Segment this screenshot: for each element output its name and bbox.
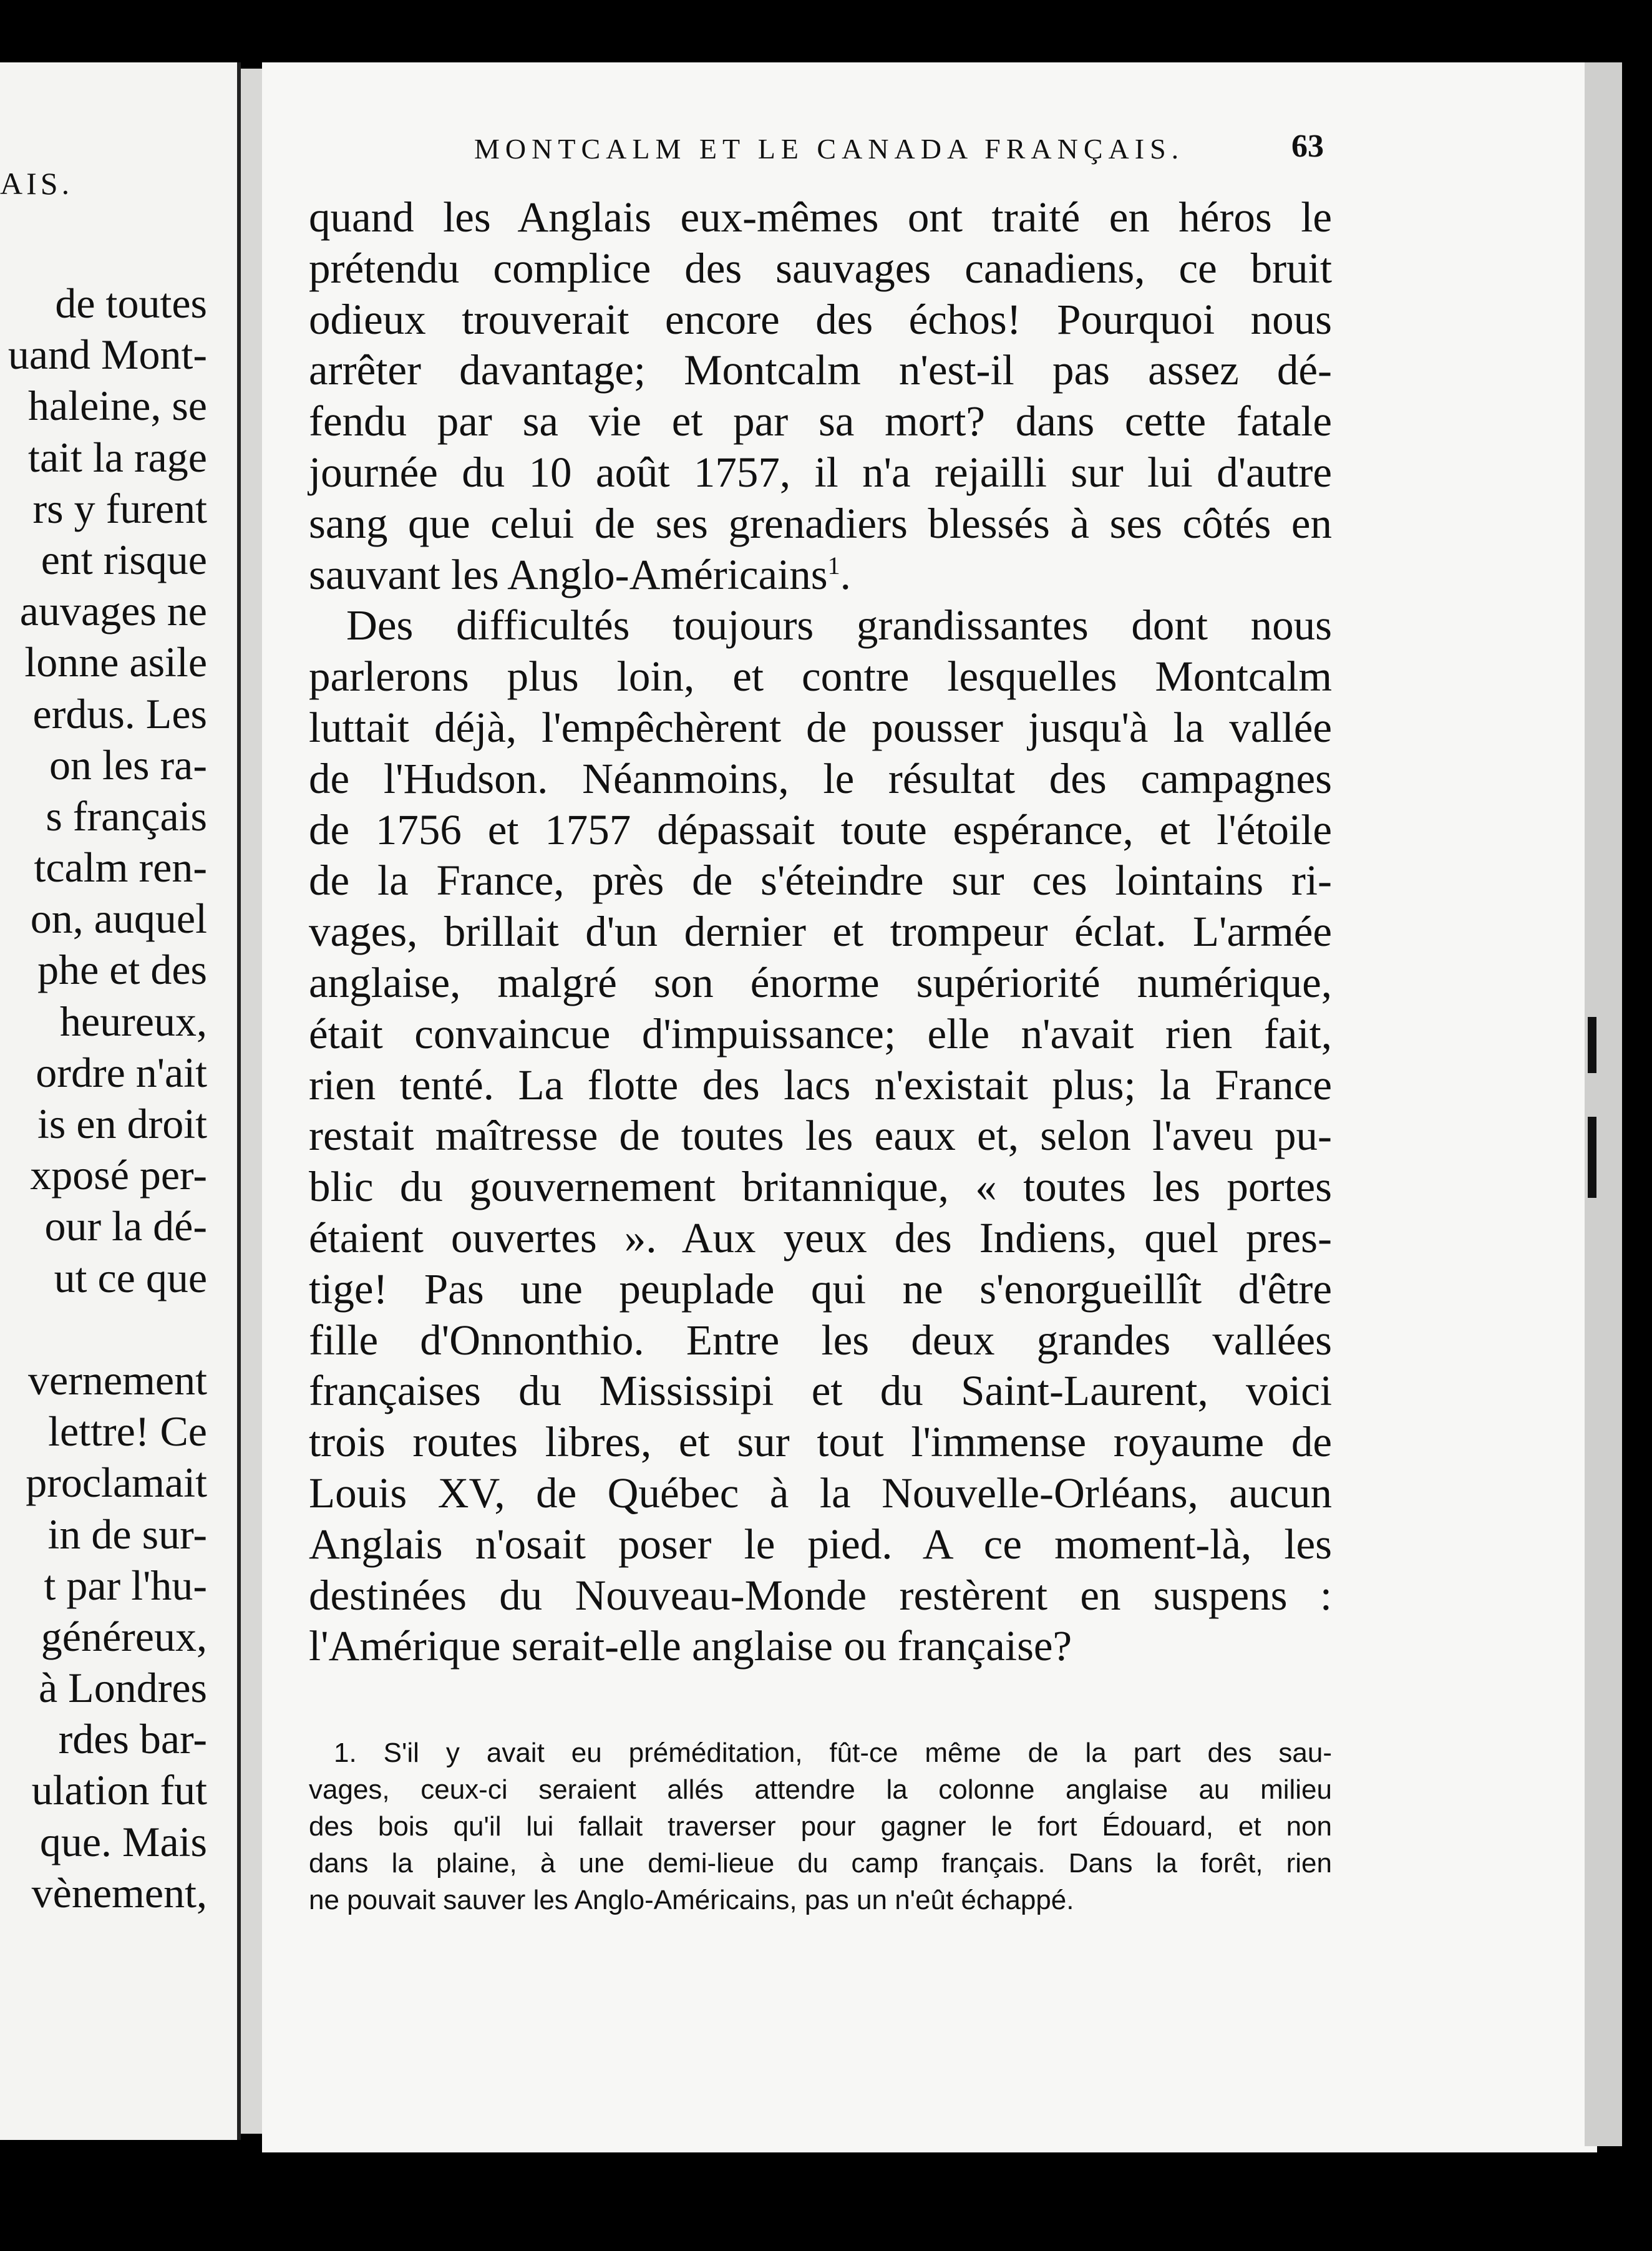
footnote-line: vages, ceux-ci seraient allés attendre la colonne anglaise au milieu <box>309 1774 1332 1805</box>
text-line: était convaincue d'impuissance; elle n'avait rien fait, <box>309 1009 1332 1057</box>
left-page-line: is en droit <box>37 1100 207 1147</box>
body-text <box>309 192 1332 1672</box>
left-page-line: auvages ne <box>19 587 207 635</box>
left-page-line: xposé per- <box>30 1151 207 1199</box>
left-page-line: haleine, se <box>28 382 207 430</box>
left-page-line: de toutes <box>55 280 207 327</box>
text-line: de la France, près de s'éteindre sur ces lointains ri- <box>309 857 1332 905</box>
left-page-line: lonne asile <box>24 638 207 686</box>
text-line: trois routes libres, et sur tout l'immense royaume de <box>309 1418 1332 1466</box>
left-page-line: proclamait <box>26 1459 207 1507</box>
text-line: étaient ouvertes ». Aux yeux des Indiens, quel pres- <box>309 1213 1332 1262</box>
left-page-line: vènement, <box>31 1869 207 1917</box>
footnote-line: ne pouvait sauver les Anglo-Américains, pas un n'eût échappé. <box>309 1885 1074 1915</box>
left-page-line: t par l'hu- <box>44 1561 207 1609</box>
text-line: rien tenté. La flotte des lacs n'existait plus; la France <box>309 1061 1332 1109</box>
text-line: Louis XV, de Québec à la Nouvelle-Orléans, aucun <box>309 1469 1332 1517</box>
text-line <box>309 550 1332 601</box>
left-page-line: ut ce que <box>54 1253 207 1301</box>
text-line: Des difficultés toujours grandissantes dont nous <box>346 601 1332 649</box>
left-page-line: généreux, <box>41 1612 207 1660</box>
footnote-line: dans la plaine, à une demi-lieue du camp français. Dans la forêt, rien <box>309 1848 1332 1879</box>
text-line: tige! Pas une peuplade qui ne s'enorgueillît d'être <box>309 1265 1332 1313</box>
left-page-line: tcalm ren- <box>34 844 207 892</box>
left-page-line: our la dé- <box>44 1202 207 1250</box>
text-line: odieux trouverait encore des échos! Pourquoi nous <box>309 295 1332 343</box>
text-line: destinées du Nouveau-Monde restèrent en suspens : <box>309 1571 1332 1619</box>
text-line: sang que celui de ses grenadiers blessés à ses côtés en <box>309 499 1332 547</box>
text-line: l'Amérique serait-elle anglaise ou française? <box>309 1622 1072 1670</box>
left-page-line: vernement <box>28 1356 207 1404</box>
left-page-line: on, auquel <box>30 895 207 943</box>
left-page-line: erdus. Les <box>32 689 207 737</box>
left-page-line: tait la rage <box>28 433 207 481</box>
text-line: parlerons plus loin, et contre lesquelles Montcalm <box>309 653 1332 701</box>
text-line: de 1756 et 1757 dépassait toute espérance, et l'étoile <box>309 805 1332 853</box>
text-line: Anglais n'osait poser le pied. A ce moment-là, les <box>309 1520 1332 1568</box>
text-line: restait maîtresse de toutes les eaux et, selon l'aveu pu- <box>309 1112 1332 1160</box>
sentence-end: . <box>840 550 851 598</box>
footnote-line: 1. S'il y avait eu préméditation, fût-ce même de la part des sau- <box>334 1738 1332 1768</box>
page-edge <box>1585 62 1622 2146</box>
footnote-reference: 1 <box>827 551 840 580</box>
text-line: luttait déjà, l'empêchèrent de pousser jusqu'à la vallée <box>309 703 1332 751</box>
text-line: journée du 10 août 1757, il n'a rejailli sur lui d'autre <box>309 448 1332 496</box>
text-line: vages, brillait d'un dernier et trompeur éclat. L'armée <box>309 908 1332 956</box>
left-page-line: heureux, <box>59 997 207 1045</box>
scan-mark <box>1588 1017 1596 1073</box>
text-line: prétendu complice des sauvages canadiens, ce bruit <box>309 244 1332 292</box>
left-page-line: que. Mais <box>39 1817 207 1865</box>
text-line: françaises du Mississipi et du Saint-Laurent, voici <box>309 1367 1332 1415</box>
left-page-running-head: AIS. <box>0 166 74 201</box>
left-page-line: phe et des <box>37 946 207 994</box>
text-line: arrêter davantage; Montcalm n'est-il pas assez dé- <box>309 346 1332 394</box>
text-line-content: sauvant les Anglo-Américains <box>309 550 828 598</box>
left-page-line: ent risque <box>41 535 207 583</box>
page-number: 63 <box>1291 129 1324 164</box>
text-line: quand les Anglais eux-mêmes ont traité en héros le <box>309 193 1332 241</box>
text-line: anglaise, malgré son énorme supériorité numérique, <box>309 958 1332 1006</box>
left-page-fragment <box>0 62 241 2140</box>
left-page-text <box>0 278 207 1918</box>
text-line: de l'Hudson. Néanmoins, le résultat des campagnes <box>309 754 1332 802</box>
left-page-line: s français <box>46 792 207 840</box>
left-page-line: à Londres <box>38 1664 207 1712</box>
text-line: fille d'Onnonthio. Entre les deux grandes vallées <box>309 1316 1332 1364</box>
left-page-line: rs y furent <box>32 484 207 532</box>
book-gutter <box>241 69 262 2134</box>
scan-mark <box>1588 1160 1596 1198</box>
left-page-line: ulation fut <box>31 1766 207 1814</box>
left-page-line: lettre! Ce <box>48 1407 207 1456</box>
left-page-line: ordre n'ait <box>36 1048 207 1096</box>
text-line: fendu par sa vie et par sa mort? dans cette fatale <box>309 397 1332 445</box>
left-page-line <box>0 1303 207 1354</box>
paragraph-2 <box>309 600 1332 1672</box>
left-page-line: in de sur- <box>47 1510 207 1558</box>
paragraph-1 <box>309 192 1332 600</box>
footnote <box>309 1734 1332 1918</box>
text-line: blic du gouvernement britannique, « toutes les portes <box>309 1163 1332 1211</box>
left-page-line: uand Mont- <box>7 331 207 379</box>
left-page-line: rdes bar- <box>58 1715 207 1763</box>
footnote-line: des bois qu'il lui fallait traverser pour gagner le fort Édouard, et non <box>309 1811 1332 1842</box>
running-head: MONTCALM ET LE CANADA FRANÇAIS. <box>474 133 1185 165</box>
left-page-line: on les ra- <box>49 741 207 789</box>
